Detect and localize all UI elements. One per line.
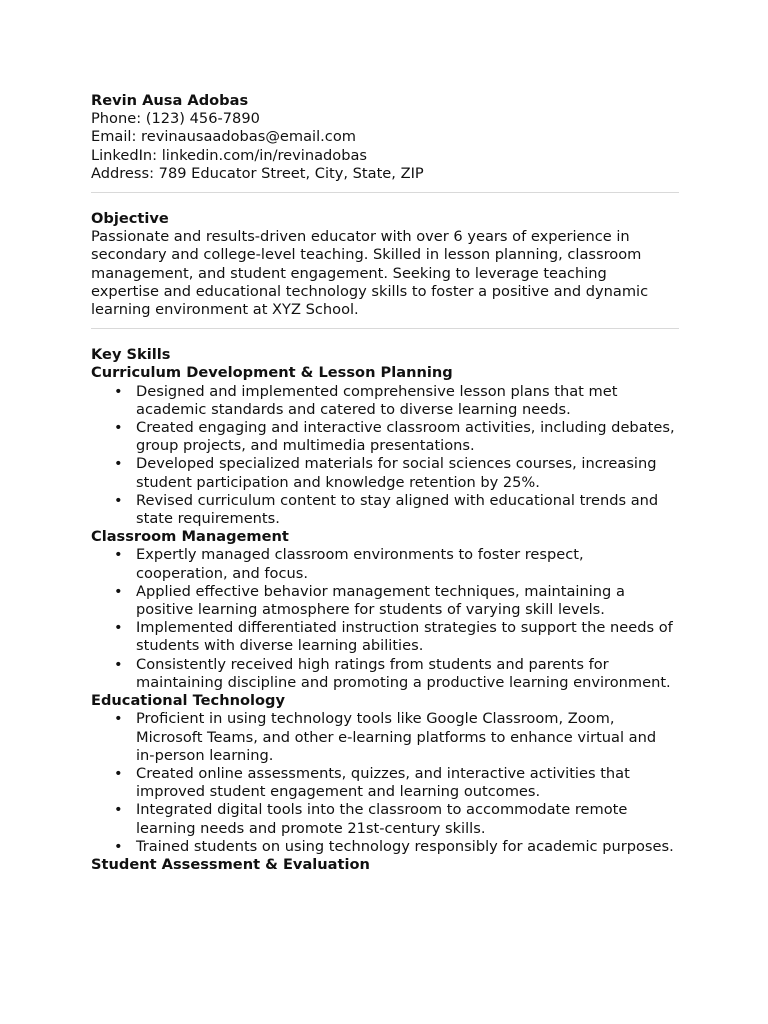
skill-group-assessment (91, 856, 679, 874)
skill-group-title: Classroom Management (91, 528, 289, 546)
phone-line: Phone: (123) 456-7890 (91, 110, 260, 128)
skill-bullet-list (91, 710, 679, 856)
list-item: • Applied effective behavior management techniques, maintaining a positive learning atmosphere for students of varying skill levels. (136, 583, 679, 619)
contact-block (91, 92, 679, 183)
skill-bullet-list (91, 383, 679, 529)
skill-group-classroom-management (91, 528, 679, 692)
list-item: • Created online assessments, quizzes, and interactive activities that improved student engagement and learning outcomes. (136, 765, 679, 801)
list-item: • Trained students on using technology responsibly for academic purposes. (136, 838, 679, 856)
skill-bullet-list (91, 546, 679, 692)
key-skills-heading: Key Skills (91, 346, 171, 364)
section-divider (91, 192, 679, 193)
skill-group-educational-technology (91, 692, 679, 856)
list-item: • Expertly managed classroom environments to foster respect, cooperation, and focus. (136, 546, 679, 582)
objective-text: Passionate and results-driven educator with over 6 years of experience in secondary and college-level teaching. Skilled in lesson planning, classroom management, and student engagement. Seeking to leverage teaching expertise and educational technology skills to foster a positive and dynamic learning environment at XYZ School. (91, 228, 649, 319)
objective-section (91, 210, 679, 319)
list-item: • Created engaging and interactive classroom activities, including debates, group projects, and multimedia presentations. (136, 419, 679, 455)
skill-group-title: Curriculum Development & Lesson Planning (91, 364, 453, 382)
linkedin-line: LinkedIn: linkedin.com/in/revinadobas (91, 146, 368, 164)
skill-group-title: Student Assessment & Evaluation (91, 855, 370, 873)
email-line: Email: revinausaadobas@email.com (91, 128, 356, 146)
resume-page (91, 92, 679, 874)
skill-group-curriculum (91, 364, 679, 528)
list-item: • Developed specialized materials for social sciences courses, increasing student participation and knowledge retention by 25%. (136, 455, 679, 491)
candidate-name: Revin Ausa Adobas (91, 92, 249, 109)
list-item: • Revised curriculum content to stay aligned with educational trends and state requirements. (136, 492, 679, 528)
list-item: • Implemented differentiated instruction strategies to support the needs of students with diverse learning abilities. (136, 619, 679, 655)
list-item: • Consistently received high ratings from students and parents for maintaining discipline and promoting a productive learning environment. (136, 656, 679, 692)
list-item: • Proficient in using technology tools like Google Classroom, Zoom, Microsoft Teams, and other e-learning platforms to enhance virtual and in-person learning. (136, 710, 679, 765)
objective-heading: Objective (91, 210, 169, 228)
key-skills-section (91, 346, 679, 874)
address-line: Address: 789 Educator Street, City, State, ZIP (91, 164, 424, 182)
list-item: • Integrated digital tools into the classroom to accommodate remote learning needs and promote 21st-century skills. (136, 801, 679, 837)
section-divider (91, 328, 679, 329)
list-item: • Designed and implemented comprehensive lesson plans that met academic standards and catered to diverse learning needs. (136, 383, 679, 419)
skill-group-title: Educational Technology (91, 692, 285, 710)
